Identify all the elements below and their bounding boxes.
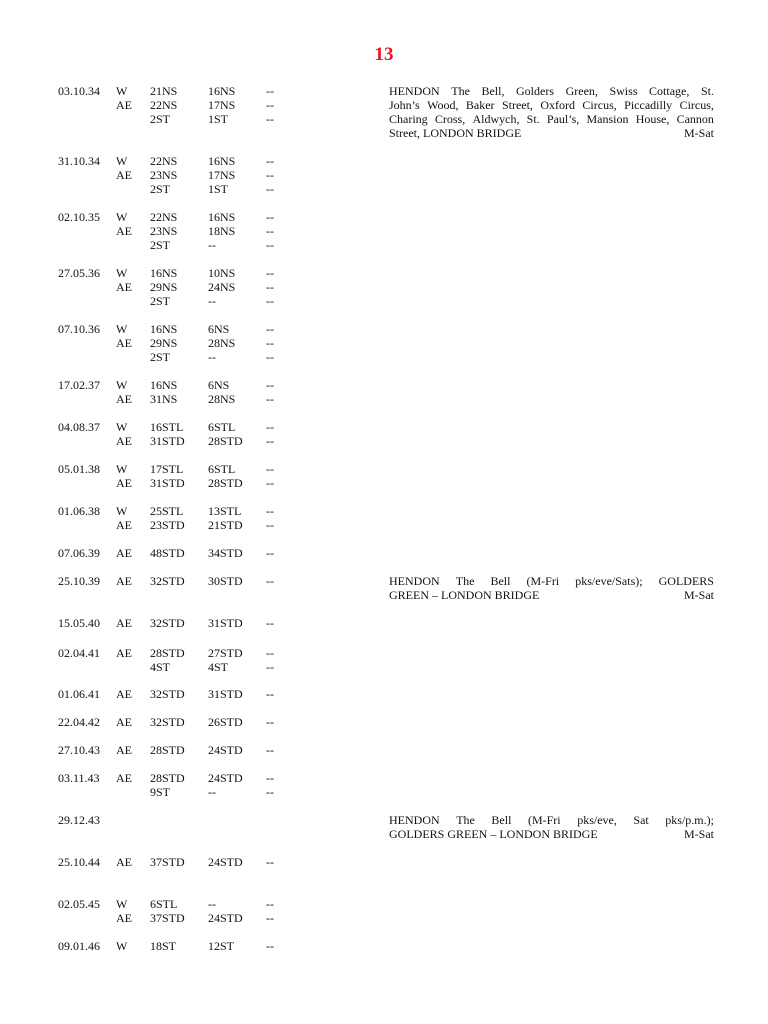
vehicle-count-a: 17STL bbox=[150, 462, 184, 476]
vehicle-count-a: 22NS bbox=[150, 98, 178, 112]
vehicle-count-a: 28STD bbox=[150, 646, 185, 660]
garage-code: AE bbox=[116, 743, 132, 757]
route-word: GOLDERS bbox=[658, 574, 714, 588]
timetable-entry bbox=[0, 210, 768, 252]
vehicle-count-b: 1ST bbox=[208, 112, 229, 126]
route-word: Charing bbox=[389, 112, 428, 126]
vehicle-count-b: 28STD bbox=[208, 476, 243, 490]
garage-code: W bbox=[116, 210, 128, 224]
vehicle-count-a: 29NS bbox=[150, 280, 178, 294]
vehicle-count-c: -- bbox=[266, 616, 274, 630]
route-word: HENDON bbox=[389, 813, 440, 827]
entry-date: 02.10.35 bbox=[58, 210, 100, 224]
vehicle-count-c: -- bbox=[266, 771, 274, 785]
timetable-entry bbox=[0, 266, 768, 308]
garage-code: AE bbox=[116, 168, 132, 182]
timetable-entry bbox=[0, 897, 768, 925]
vehicle-count-b: 12ST bbox=[208, 939, 235, 953]
vehicle-count-c: -- bbox=[266, 280, 274, 294]
vehicle-count-c: -- bbox=[266, 911, 274, 925]
vehicle-count-b: -- bbox=[208, 785, 216, 799]
route-description bbox=[389, 574, 714, 602]
vehicle-count-b: 17NS bbox=[208, 98, 236, 112]
vehicle-count-c: -- bbox=[266, 112, 274, 126]
vehicle-count-b: 27STD bbox=[208, 646, 243, 660]
vehicle-count-a: 16NS bbox=[150, 266, 178, 280]
route-word: Piccadilly bbox=[624, 98, 673, 112]
allocation-row bbox=[0, 897, 768, 911]
garage-code: W bbox=[116, 378, 128, 392]
vehicle-count-b: 16NS bbox=[208, 84, 236, 98]
garage-code: AE bbox=[116, 224, 132, 238]
allocation-row bbox=[0, 434, 768, 448]
vehicle-count-c: -- bbox=[266, 434, 274, 448]
timetable-entry bbox=[0, 504, 768, 532]
vehicle-count-c: -- bbox=[266, 224, 274, 238]
route-line bbox=[389, 827, 714, 841]
route-word: HENDON bbox=[389, 84, 440, 98]
route-line bbox=[389, 126, 714, 140]
garage-code: AE bbox=[116, 911, 132, 925]
vehicle-count-b: 10NS bbox=[208, 266, 236, 280]
route-word: HENDON bbox=[389, 574, 440, 588]
garage-code: AE bbox=[116, 98, 132, 112]
allocation-row bbox=[0, 616, 768, 630]
timetable-entry bbox=[0, 855, 768, 869]
garage-code: W bbox=[116, 897, 128, 911]
vehicle-count-c: -- bbox=[266, 336, 274, 350]
timetable-entry bbox=[0, 743, 768, 757]
garage-code: AE bbox=[116, 715, 132, 729]
route-line bbox=[389, 588, 714, 602]
garage-code: AE bbox=[116, 392, 132, 406]
route-word: The bbox=[456, 813, 475, 827]
allocation-row bbox=[0, 350, 768, 364]
vehicle-count-c: -- bbox=[266, 84, 274, 98]
page-number: 13 bbox=[374, 44, 394, 65]
vehicle-count-b: 6STL bbox=[208, 420, 236, 434]
vehicle-count-a: 2ST bbox=[150, 182, 171, 196]
route-word: Cottage, bbox=[649, 84, 690, 98]
allocation-row bbox=[0, 210, 768, 224]
vehicle-count-b: 28STD bbox=[208, 434, 243, 448]
vehicle-count-c: -- bbox=[266, 743, 274, 757]
entry-date: 03.11.43 bbox=[58, 771, 100, 785]
allocation-row bbox=[0, 294, 768, 308]
vehicle-count-c: -- bbox=[266, 646, 274, 660]
route-word: (M-Fri bbox=[527, 813, 561, 827]
garage-code: AE bbox=[116, 616, 132, 630]
allocation-row bbox=[0, 154, 768, 168]
route-word: John’s bbox=[389, 98, 420, 112]
allocation-row bbox=[0, 518, 768, 532]
garage-code: AE bbox=[116, 546, 132, 560]
allocation-row bbox=[0, 687, 768, 701]
vehicle-count-b: 28NS bbox=[208, 392, 236, 406]
vehicle-count-c: -- bbox=[266, 574, 274, 588]
vehicle-count-c: -- bbox=[266, 98, 274, 112]
route-word: Cannon bbox=[676, 112, 714, 126]
vehicle-count-b: 17NS bbox=[208, 168, 236, 182]
vehicle-count-c: -- bbox=[266, 462, 274, 476]
vehicle-count-b: -- bbox=[208, 897, 216, 911]
vehicle-count-a: 21NS bbox=[150, 84, 178, 98]
entry-date: 05.01.38 bbox=[58, 462, 100, 476]
vehicle-count-a: 2ST bbox=[150, 112, 171, 126]
garage-code: AE bbox=[116, 646, 132, 660]
allocation-row bbox=[0, 646, 768, 660]
route-line bbox=[389, 574, 714, 588]
route-word: The bbox=[455, 574, 475, 588]
vehicle-count-a: 28STD bbox=[150, 743, 185, 757]
vehicle-count-a: 16NS bbox=[150, 378, 178, 392]
entry-date: 22.04.42 bbox=[58, 715, 100, 729]
route-word: (M-Fri bbox=[526, 574, 560, 588]
vehicle-count-a: 9ST bbox=[150, 785, 171, 799]
vehicle-count-b: 13STL bbox=[208, 504, 242, 518]
vehicle-count-a: 23NS bbox=[150, 168, 178, 182]
vehicle-count-b: -- bbox=[208, 350, 216, 364]
vehicle-count-a: 2ST bbox=[150, 294, 171, 308]
timetable-entry bbox=[0, 715, 768, 729]
entry-date: 04.08.37 bbox=[58, 420, 100, 434]
timetable-entry bbox=[0, 378, 768, 406]
timetable-entry bbox=[0, 322, 768, 364]
vehicle-count-c: -- bbox=[266, 154, 274, 168]
allocation-row bbox=[0, 392, 768, 406]
vehicle-count-c: -- bbox=[266, 378, 274, 392]
vehicle-count-b: 34STD bbox=[208, 546, 243, 560]
vehicle-count-b: 24STD bbox=[208, 743, 243, 757]
vehicle-count-c: -- bbox=[266, 238, 274, 252]
vehicle-count-c: -- bbox=[266, 897, 274, 911]
allocation-row bbox=[0, 911, 768, 925]
garage-code: W bbox=[116, 420, 128, 434]
operating-days: M-Sat bbox=[684, 827, 714, 841]
vehicle-count-b: 6NS bbox=[208, 322, 230, 336]
vehicle-count-c: -- bbox=[266, 518, 274, 532]
vehicle-count-c: -- bbox=[266, 476, 274, 490]
vehicle-count-c: -- bbox=[266, 168, 274, 182]
route-word: Bell bbox=[491, 813, 512, 827]
vehicle-count-c: -- bbox=[266, 855, 274, 869]
timetable-entry bbox=[0, 687, 768, 701]
vehicle-count-c: -- bbox=[266, 392, 274, 406]
garage-code: AE bbox=[116, 574, 132, 588]
route-word: Golders bbox=[516, 84, 555, 98]
route-word: Baker bbox=[465, 98, 495, 112]
vehicle-count-b: 1ST bbox=[208, 182, 229, 196]
route-word: Mansion bbox=[586, 112, 629, 126]
route-line bbox=[389, 813, 714, 827]
entry-date: 01.06.38 bbox=[58, 504, 100, 518]
vehicle-count-b: -- bbox=[208, 238, 216, 252]
vehicle-count-a: 37STD bbox=[150, 855, 185, 869]
vehicle-count-b: 28NS bbox=[208, 336, 236, 350]
vehicle-count-a: 2ST bbox=[150, 238, 171, 252]
timetable-entry bbox=[0, 939, 768, 953]
garage-code: AE bbox=[116, 280, 132, 294]
route-word: St. bbox=[700, 84, 714, 98]
entry-date: 25.10.39 bbox=[58, 574, 100, 588]
route-terminus: Street, LONDON BRIDGE bbox=[389, 126, 522, 140]
garage-code: W bbox=[116, 504, 128, 518]
allocation-row bbox=[0, 715, 768, 729]
route-word: The bbox=[451, 84, 470, 98]
entry-date: 01.06.41 bbox=[58, 687, 100, 701]
garage-code: W bbox=[116, 84, 128, 98]
allocation-row bbox=[0, 168, 768, 182]
vehicle-count-a: 6STL bbox=[150, 897, 178, 911]
operating-days: M-Sat bbox=[684, 588, 714, 602]
allocation-row bbox=[0, 546, 768, 560]
vehicle-count-a: 2ST bbox=[150, 350, 171, 364]
route-line bbox=[389, 98, 714, 112]
entry-date: 07.06.39 bbox=[58, 546, 100, 560]
garage-code: W bbox=[116, 462, 128, 476]
allocation-row bbox=[0, 336, 768, 350]
vehicle-count-b: 6STL bbox=[208, 462, 236, 476]
route-word: Bell, bbox=[481, 84, 505, 98]
garage-code: W bbox=[116, 266, 128, 280]
vehicle-count-b: 31STD bbox=[208, 687, 243, 701]
route-word: St. bbox=[526, 112, 540, 126]
vehicle-count-b: -- bbox=[208, 294, 216, 308]
timetable-entry bbox=[0, 154, 768, 196]
allocation-row bbox=[0, 224, 768, 238]
garage-code: AE bbox=[116, 336, 132, 350]
vehicle-count-a: 32STD bbox=[150, 574, 185, 588]
vehicle-count-a: 28STD bbox=[150, 771, 185, 785]
entry-date: 17.02.37 bbox=[58, 378, 100, 392]
vehicle-count-b: 31STD bbox=[208, 616, 243, 630]
route-line bbox=[389, 84, 714, 98]
allocation-row bbox=[0, 462, 768, 476]
vehicle-count-a: 48STD bbox=[150, 546, 185, 560]
allocation-row bbox=[0, 504, 768, 518]
route-word: House, bbox=[635, 112, 670, 126]
route-word: Aldwych, bbox=[472, 112, 520, 126]
allocation-row bbox=[0, 420, 768, 434]
garage-code: W bbox=[116, 322, 128, 336]
allocation-row bbox=[0, 182, 768, 196]
entry-date: 09.01.46 bbox=[58, 939, 100, 953]
entry-date: 31.10.34 bbox=[58, 154, 100, 168]
timetable-entry bbox=[0, 462, 768, 490]
vehicle-count-c: -- bbox=[266, 294, 274, 308]
timetable-entry bbox=[0, 646, 768, 674]
vehicle-count-b: 26STD bbox=[208, 715, 243, 729]
vehicle-count-b: 18NS bbox=[208, 224, 236, 238]
route-word: Green, bbox=[565, 84, 598, 98]
garage-code: AE bbox=[116, 771, 132, 785]
entry-date: 07.10.36 bbox=[58, 322, 100, 336]
vehicle-count-a: 37STD bbox=[150, 911, 185, 925]
vehicle-count-b: 16NS bbox=[208, 210, 236, 224]
vehicle-count-c: -- bbox=[266, 785, 274, 799]
garage-code: W bbox=[116, 154, 128, 168]
vehicle-count-a: 23STD bbox=[150, 518, 185, 532]
allocation-row bbox=[0, 378, 768, 392]
vehicle-count-b: 24NS bbox=[208, 280, 236, 294]
vehicle-count-c: -- bbox=[266, 546, 274, 560]
vehicle-count-a: 16NS bbox=[150, 322, 178, 336]
vehicle-count-c: -- bbox=[266, 322, 274, 336]
allocation-row bbox=[0, 322, 768, 336]
vehicle-count-c: -- bbox=[266, 715, 274, 729]
route-description bbox=[389, 813, 714, 841]
vehicle-count-a: 32STD bbox=[150, 687, 185, 701]
vehicle-count-a: 32STD bbox=[150, 616, 185, 630]
route-word: pks/p.m.); bbox=[665, 813, 714, 827]
vehicle-count-a: 31STD bbox=[150, 434, 185, 448]
route-line bbox=[389, 112, 714, 126]
vehicle-count-a: 31STD bbox=[150, 476, 185, 490]
garage-code: AE bbox=[116, 518, 132, 532]
vehicle-count-b: 24STD bbox=[208, 911, 243, 925]
vehicle-count-c: -- bbox=[266, 266, 274, 280]
route-word: Street, bbox=[501, 98, 533, 112]
allocation-row bbox=[0, 785, 768, 799]
route-word: Paul’s, bbox=[546, 112, 580, 126]
entry-date: 27.10.43 bbox=[58, 743, 100, 757]
allocation-row bbox=[0, 771, 768, 785]
route-word: Wood, bbox=[427, 98, 459, 112]
route-terminus: GOLDERS GREEN – LONDON BRIDGE bbox=[389, 827, 598, 841]
vehicle-count-a: 25STL bbox=[150, 504, 184, 518]
vehicle-count-c: -- bbox=[266, 210, 274, 224]
timetable-entry bbox=[0, 616, 768, 630]
entry-date: 25.10.44 bbox=[58, 855, 100, 869]
vehicle-count-c: -- bbox=[266, 420, 274, 434]
vehicle-count-c: -- bbox=[266, 939, 274, 953]
entry-date: 02.05.45 bbox=[58, 897, 100, 911]
vehicle-count-b: 30STD bbox=[208, 574, 243, 588]
vehicle-count-b: 6NS bbox=[208, 378, 230, 392]
entry-date: 03.10.34 bbox=[58, 84, 100, 98]
vehicle-count-a: 29NS bbox=[150, 336, 178, 350]
allocation-row bbox=[0, 476, 768, 490]
garage-code: W bbox=[116, 939, 128, 953]
route-word: Circus, bbox=[679, 98, 714, 112]
vehicle-count-a: 18ST bbox=[150, 939, 177, 953]
vehicle-count-a: 22NS bbox=[150, 210, 178, 224]
vehicle-count-b: 21STD bbox=[208, 518, 243, 532]
entry-date: 15.05.40 bbox=[58, 616, 100, 630]
vehicle-count-c: -- bbox=[266, 504, 274, 518]
timetable-entry bbox=[0, 420, 768, 448]
vehicle-count-a: 32STD bbox=[150, 715, 185, 729]
timetable-entry bbox=[0, 574, 768, 602]
vehicle-count-c: -- bbox=[266, 350, 274, 364]
route-word: Cross, bbox=[434, 112, 466, 126]
vehicle-count-b: 24STD bbox=[208, 771, 243, 785]
entry-date: 02.04.41 bbox=[58, 646, 100, 660]
vehicle-count-c: -- bbox=[266, 687, 274, 701]
garage-code: AE bbox=[116, 476, 132, 490]
vehicle-count-b: 24STD bbox=[208, 855, 243, 869]
vehicle-count-b: 4ST bbox=[208, 660, 229, 674]
entry-date: 27.05.36 bbox=[58, 266, 100, 280]
vehicle-count-a: 22NS bbox=[150, 154, 178, 168]
allocation-row bbox=[0, 266, 768, 280]
vehicle-count-a: 16STL bbox=[150, 420, 184, 434]
route-word: Bell bbox=[490, 574, 511, 588]
timetable-entry bbox=[0, 546, 768, 560]
garage-code: AE bbox=[116, 687, 132, 701]
route-word: Swiss bbox=[609, 84, 638, 98]
route-word: pks/eve, bbox=[577, 813, 617, 827]
route-word: Circus, bbox=[582, 98, 617, 112]
timetable-entry bbox=[0, 813, 768, 841]
vehicle-count-c: -- bbox=[266, 182, 274, 196]
route-word: Oxford bbox=[540, 98, 576, 112]
route-word: Sat bbox=[633, 813, 649, 827]
vehicle-count-a: 31NS bbox=[150, 392, 178, 406]
route-description bbox=[389, 84, 714, 140]
allocation-row bbox=[0, 660, 768, 674]
operating-days: M-Sat bbox=[684, 126, 714, 140]
vehicle-count-a: 23NS bbox=[150, 224, 178, 238]
allocation-row bbox=[0, 855, 768, 869]
garage-code: AE bbox=[116, 434, 132, 448]
timetable-entry bbox=[0, 771, 768, 799]
allocation-row bbox=[0, 939, 768, 953]
timetable-entry bbox=[0, 84, 768, 140]
garage-code: AE bbox=[116, 855, 132, 869]
vehicle-count-b: 16NS bbox=[208, 154, 236, 168]
allocation-row bbox=[0, 743, 768, 757]
vehicle-count-a: 4ST bbox=[150, 660, 171, 674]
route-word: pks/eve/Sats); bbox=[575, 574, 643, 588]
vehicle-count-c: -- bbox=[266, 660, 274, 674]
allocation-row bbox=[0, 280, 768, 294]
allocation-row bbox=[0, 238, 768, 252]
route-terminus: GREEN – LONDON BRIDGE bbox=[389, 588, 540, 602]
entry-date: 29.12.43 bbox=[58, 813, 100, 827]
